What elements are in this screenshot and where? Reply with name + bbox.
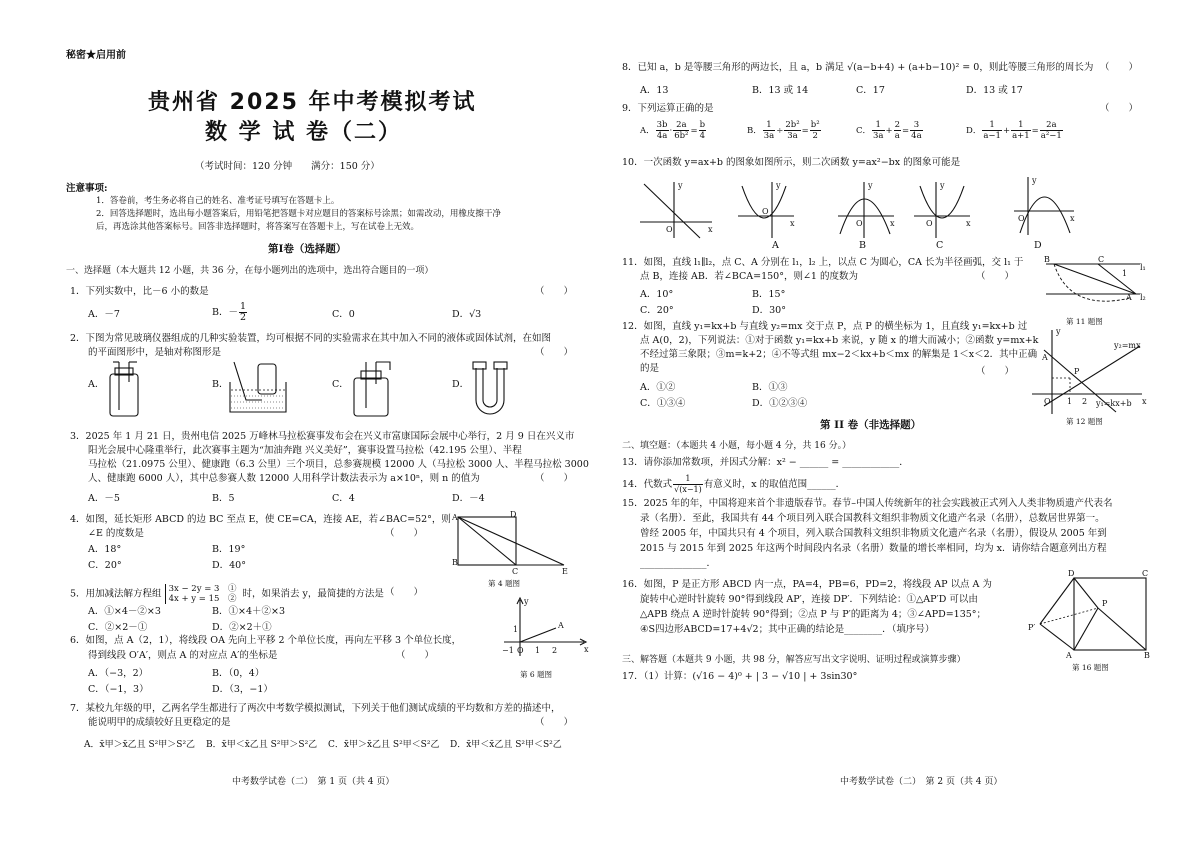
q2-paren: （ ）: [535, 347, 574, 358]
q10-stem: 10．一次函数 y=ax+b 的图象如图所示，则二次函数 y=ax²−bx 的图象可能是: [622, 157, 961, 168]
q11-paren: （ ）: [976, 271, 1015, 282]
part2-title: 第 II 卷（非选择题）: [820, 419, 922, 431]
q16-caption: 第 16 题图: [1072, 663, 1109, 672]
svg-text:y: y: [868, 181, 873, 190]
q8-option-a: A．13: [640, 85, 669, 96]
svg-text:A: A: [1042, 353, 1048, 362]
q4-option-a: A．18°: [88, 544, 122, 555]
q5-paren: （ ）: [385, 587, 424, 598]
q3-option-c: C．4: [332, 493, 355, 504]
svg-text:y: y: [678, 181, 683, 190]
svg-text:x: x: [1070, 214, 1075, 223]
q1-option-b: B．－ $\frac{1}{2}$: [212, 301, 247, 323]
q16-stem-line3: △APB 绕点 A 逆时针旋转 90°得到；②点 P 与 P′的距离为 4；③∠APD=135°；: [640, 609, 987, 620]
q11-figure: [1040, 254, 1146, 316]
exam-subtitle: 数 学 试 卷（二）: [205, 120, 402, 145]
q5-option-a: A．①×4－②×3: [88, 606, 161, 617]
section1-header: 一、选择题（本大题共 12 小题，共 36 分，在每小题列出的选项中，选出符合题目的一项）: [66, 266, 434, 276]
q17: 17．（1）计算：(√16 − 4)⁰ + | 3 − √10 | + 3sin30°: [622, 671, 858, 682]
q6-stem-line2: 得到线段 O′A′，则点 A 的对应点 A′的坐标是: [88, 650, 278, 661]
q6-option-d: D．（3，−1）: [212, 684, 273, 695]
svg-text:O: O: [1044, 397, 1051, 406]
svg-text:C: C: [1098, 255, 1105, 264]
svg-text:P′: P′: [1028, 623, 1036, 632]
q12-stem-line4: 的是: [640, 363, 660, 374]
q15-stem-line3: 曾经 2005 年，中国共只有 4 个项目，列入联合国教科文组织非物质文化遗产名录（名册），假设从 2005 年到: [640, 528, 1107, 539]
svg-text:O: O: [856, 219, 863, 228]
svg-text:1: 1: [1067, 397, 1073, 406]
note-1: 1．答卷前，考生务必将自己的姓名、准考证号填写在答题卡上。: [96, 196, 340, 206]
q10-label-b: B: [859, 240, 866, 251]
q3-stem-line1: 3．2025 年 1 月 21 日，贵州电信 2025 万峰林马拉松赛事发布会在兴义市富康国际会展中心举行，2 月 9 日在兴义市: [70, 431, 575, 442]
q12-stem-line2: 点 A(0，2)，下列说法：①对于函数 y₁=kx+b 来说，y 随 x 的增大而减小；②函数 y=mx+k: [640, 335, 1039, 346]
q10-label-a: A: [772, 240, 779, 251]
q2-option-b: B．: [212, 379, 229, 390]
q16-stem-line1: 16．如图，P 是正方形 ABCD 内一点，PA=4，PB=6，PD=2，将线段 AP 以点 A 为: [622, 579, 992, 590]
q6-stem-line1: 6．如图，点 A（2，1），将线段 OA 先向上平移 2 个单位长度，再向左平移 3 个单位长度，: [70, 635, 462, 646]
q12-figure: [1030, 326, 1150, 416]
q11-option-a: A．10°: [640, 289, 674, 300]
q9-option-a: A． $\frac{3b}{4a}$ · $\frac{2a}{\text{6b²}}$ = $\frac{b}{4}$: [640, 120, 706, 141]
q11-option-b: B．15°: [752, 289, 786, 300]
part1-title: 第Ⅰ卷（选择题）: [268, 243, 347, 255]
q3-option-b: B．5: [212, 493, 235, 504]
svg-text:2: 2: [1082, 397, 1088, 406]
svg-text:B: B: [1044, 255, 1050, 264]
q7-option-a: A．x̄甲＞x̄乙且 S²甲＞S²乙: [84, 740, 196, 750]
q11-stem-line1: 11．如图，直线 l₁∥l₂，点 C、A 分别在 l₁，l₂ 上，以点 C 为圆心，CA 长为半径画弧，交 l₁ 于: [622, 257, 1024, 268]
q9-stem: 9．下列运算正确的是: [622, 103, 714, 114]
svg-text:y: y: [1056, 327, 1061, 336]
q1-paren: （ ）: [535, 286, 574, 297]
svg-text:y₂=mx: y₂=mx: [1114, 341, 1141, 350]
q11-option-c: C．20°: [640, 305, 674, 316]
svg-text:D: D: [510, 510, 517, 519]
q12-option-a: A．①②: [640, 382, 676, 393]
svg-text:x: x: [708, 225, 713, 234]
svg-text:1: 1: [535, 646, 541, 655]
section3-header: 三、解答题（本题共 9 小题，共 98 分，解答应写出文字说明、证明过程或演算步骤）: [622, 655, 966, 665]
svg-text:D: D: [1068, 569, 1075, 578]
q2-stem-line2: 的平面图形中，是轴对称图形是: [88, 347, 222, 358]
svg-text:y₁=kx+b: y₁=kx+b: [1096, 399, 1132, 408]
q5-option-b: B．①×4＋②×3: [212, 606, 285, 617]
svg-text:A: A: [558, 621, 564, 630]
svg-text:A: A: [1066, 651, 1072, 660]
q2-option-a: A．: [88, 379, 105, 390]
section2-header: 二、填空题：（本题共 4 小题，每小题 4 分，共 16 分。）: [622, 441, 852, 451]
apparatus-c-icon: [350, 360, 394, 418]
q7-option-d: D．x̄甲＜x̄乙且 S²甲＜S²乙: [450, 740, 562, 750]
q7-paren: （ ）: [535, 717, 574, 728]
svg-text:O: O: [517, 646, 524, 655]
q4-option-c: C．20°: [88, 560, 122, 571]
q4-figure: [452, 510, 572, 576]
svg-text:l₂: l₂: [1140, 293, 1146, 302]
q8-paren: （ ）: [1100, 62, 1139, 73]
q14: 14．代数式 $\frac{1}{√(x-1)}$ 有意义时，x 的取值范围______．: [622, 474, 846, 494]
right-page: [600, 0, 1200, 849]
svg-text:C: C: [512, 567, 519, 576]
q10-linear-graph: [638, 180, 716, 242]
q10-graph-d: [1012, 175, 1076, 237]
q16-figure: [1020, 568, 1150, 658]
svg-text:A: A: [452, 513, 458, 522]
svg-text:O: O: [762, 207, 769, 216]
svg-text:P: P: [1074, 367, 1080, 376]
svg-text:1: 1: [1122, 269, 1128, 278]
q4-paren: （ ）: [385, 528, 424, 539]
q7-stem-line1: 7．某校九年级的甲，乙两名学生都进行了两次中考数学模拟测试，下列关于他们测试成绩的平均数和方差的描述中，: [70, 703, 561, 714]
q2-stem-line1: 2．下图为常见玻璃仪器组成的几种实验装置，均可根据不同的实验需求在其中加入不同的液体或固体试剂，在如图: [70, 333, 552, 344]
q6-paren: （ ）: [396, 650, 435, 661]
q3-option-a: A．－5: [88, 493, 120, 504]
q12-option-b: B．①③: [752, 382, 788, 393]
q8-option-c: C．17: [856, 85, 885, 96]
q15-stem-line2: 录（名册）．至此，我国共有 44 个项目列入联合国教科文组织非物质文化遗产名录（名册），总数居世界第一。: [640, 513, 1105, 524]
svg-text:P: P: [1102, 599, 1108, 608]
q10-label-c: C: [936, 240, 944, 251]
q1-option-a: A．－7: [88, 309, 120, 320]
note-2: 2．回答选择题时，选出每小题答案后，用铅笔把答题卡对应题目的答案标号涂黑；如需改动，用橡皮擦干净: [96, 209, 501, 219]
notes-title: 注意事项:: [66, 183, 108, 194]
q3-stem-line2: 阳光会展中心隆重举行，此次赛事主题为“加油奔跑 兴义美好”，赛事设置马拉松（42.195 公里）、半程: [88, 445, 522, 456]
q5-option-c: C．②×2－①: [88, 622, 148, 633]
svg-text:B: B: [1144, 651, 1150, 660]
svg-text:x: x: [790, 219, 795, 228]
q12-caption: 第 12 题图: [1066, 417, 1103, 426]
q1-stem: 1．下列实数中，比－6 小的数是: [70, 286, 209, 297]
q3-stem-line3: 马拉松（21.0975 公里）、健康跑（6.3 公里）三个项目，总参赛规模 12000 人（马拉松 3000 人、半程马拉松 3000: [88, 459, 589, 470]
apparatus-d-icon: [470, 360, 510, 418]
svg-text:C: C: [1142, 569, 1149, 578]
q8-stem: 8．已知 a，b 是等腰三角形的两边长，且 a，b 满足 √(a−b+4) + (a+b−10)² = 0，则此等腰三角形的周长为: [622, 62, 1094, 73]
left-footer: 中考数学试卷（二） 第 1 页（共 4 页）: [232, 777, 395, 787]
q4-option-d: D．40°: [212, 560, 246, 571]
q15-stem-line1: 15．2025 年的年，中国将迎来首个非遗版春节。春节–中国人传统新年的社会实践被正式列入人类非物质遗产代表名: [622, 498, 1113, 509]
svg-text:1: 1: [513, 625, 519, 634]
q3-stem-line4: 人、健康跑 6000 人），其中总参赛人数 12000 人用科学计数法表示为 a×10ⁿ，则 n 的值为: [88, 473, 480, 484]
svg-text:y: y: [940, 181, 945, 190]
svg-text:x: x: [584, 645, 589, 654]
q7-option-b: B．x̄甲＜x̄乙且 S²甲＞S²乙: [206, 740, 318, 750]
q2-option-c: C．: [332, 379, 349, 390]
apparatus-a-icon: [105, 360, 145, 418]
svg-text:B: B: [452, 558, 458, 567]
q10-graph-a: [736, 180, 796, 240]
svg-text:E: E: [562, 567, 568, 576]
q6-option-a: A．（−3，2）: [88, 668, 149, 679]
apparatus-b-icon: [228, 360, 290, 416]
q9-option-c: C． $\frac{1}{3a}$ + $\frac{2}{a}$ = $\frac{3}{4a}$: [856, 120, 922, 141]
svg-text:A: A: [1126, 293, 1132, 302]
q16-stem-line4: ④S四边形ABCD=17+4√2；其中正确的结论是________．（填序号）: [640, 624, 935, 635]
q6-figure: [500, 596, 590, 666]
q11-stem-line2: 点 B，连接 AB．若∠BCA=150°，则∠1 的度数为: [640, 271, 858, 282]
q7-stem-line2: 能说明甲的成绩较好且更稳定的是: [88, 717, 231, 728]
q13: 13．请你添加常数项，并因式分解：x² − ______ = ____________．: [622, 457, 909, 468]
svg-text:x: x: [890, 219, 895, 228]
q12-paren: （ ）: [976, 366, 1015, 377]
exam-title: 贵州省 2025 年中考模拟考试: [148, 90, 477, 115]
exam-info: （考试时间：120 分钟 满分：150 分）: [195, 161, 380, 172]
q10-label-d: D: [1034, 240, 1042, 251]
q10-graph-c: [912, 180, 972, 240]
q11-option-d: D．30°: [752, 305, 786, 316]
right-footer: 中考数学试卷（二） 第 2 页（共 4 页）: [840, 777, 1003, 787]
q1-option-c: C．0: [332, 309, 355, 320]
svg-text:y: y: [776, 181, 781, 190]
svg-text:x: x: [966, 219, 971, 228]
svg-text:O: O: [926, 219, 933, 228]
q6-option-c: C．（−1，3）: [88, 684, 149, 695]
svg-text:−1: −1: [502, 646, 514, 655]
q4-caption: 第 4 题图: [488, 579, 521, 588]
q8-option-b: B．13 或 14: [752, 85, 809, 96]
q9-option-d: D． $\frac{1}{a-1}$ + $\frac{1}{a+1}$ = $\frac{2a}{\text{a²−1}}$: [966, 120, 1062, 141]
q11-caption: 第 11 题图: [1066, 317, 1103, 326]
svg-text:y: y: [1032, 176, 1037, 185]
svg-text:2: 2: [552, 646, 558, 655]
q2-option-d: D．: [452, 379, 470, 390]
q15-stem-line5: ______________．: [640, 558, 717, 569]
svg-text:l₁: l₁: [1140, 263, 1146, 272]
q6-caption: 第 6 题图: [520, 670, 553, 679]
q5-option-d: D．②×2＋①: [212, 622, 272, 633]
svg-text:O: O: [666, 225, 673, 234]
q12-stem-line1: 12．如图，直线 y₁=kx+b 与直线 y₂=mx 交于点 P，点 P 的横坐标为 1，且直线 y₁=kx+b 过: [622, 321, 1028, 332]
q12-stem-line3: 不经过第三象限；③m=k+2；④不等式组 mx−2＜kx+b＜mx 的解集是 1＜x＜2．其中正确: [640, 349, 1038, 360]
q4-stem-line2: ∠E 的度数是: [88, 528, 144, 539]
q3-paren: （ ）: [535, 473, 574, 484]
q8-option-d: D．13 或 17: [966, 85, 1023, 96]
q5-stem: 5．用加减法解方程组 3x − 2y = 3 ① 4x + y = 15 ② 时，如果消去 y，最简捷的方法是: [70, 584, 384, 604]
q9-paren: （ ）: [1100, 103, 1139, 114]
q4-option-b: B．19°: [212, 544, 246, 555]
q16-stem-line2: 旋转中心逆时针旋转 90°得到线段 AP′，连接 DP′．下列结论：①△AP′D 可以由: [640, 594, 978, 605]
q7-option-c: C．x̄甲＞x̄乙且 S²甲＜S²乙: [328, 740, 440, 750]
q9-option-b: B． $\frac{1}{3a}$ ÷ $\frac{\text{2b²}}{3a}$ = $\frac{\text{b²}}{2}$: [747, 120, 820, 141]
q3-option-d: D．－4: [452, 493, 485, 504]
q4-stem-line1: 4．如图，延长矩形 ABCD 的边 BC 至点 E，使 CE=CA，连接 AE，若∠BAC=52°，则: [70, 514, 451, 525]
secret-mark: 秘密★启用前: [66, 50, 126, 61]
q1-option-d: D．√3: [452, 309, 482, 320]
svg-text:x: x: [1142, 397, 1147, 406]
svg-text:y: y: [524, 597, 529, 606]
q10-graph-b: [836, 180, 896, 240]
q15-stem-line4: 2015 与 2015 年到 2025 年这两个时间段内名录（名册）数量的增长率相同，均为 x．请你结合题意列出方程: [640, 543, 1107, 554]
note-3: 后，再选涂其他答案标号。回答非选择题时，将答案写在答题卡上，写在试卷上无效。: [96, 222, 420, 232]
q12-option-d: D．①②③④: [752, 398, 808, 409]
q12-option-c: C．①③④: [640, 398, 686, 409]
svg-text:O: O: [1018, 214, 1025, 223]
q6-option-b: B．（0，4）: [212, 668, 265, 679]
